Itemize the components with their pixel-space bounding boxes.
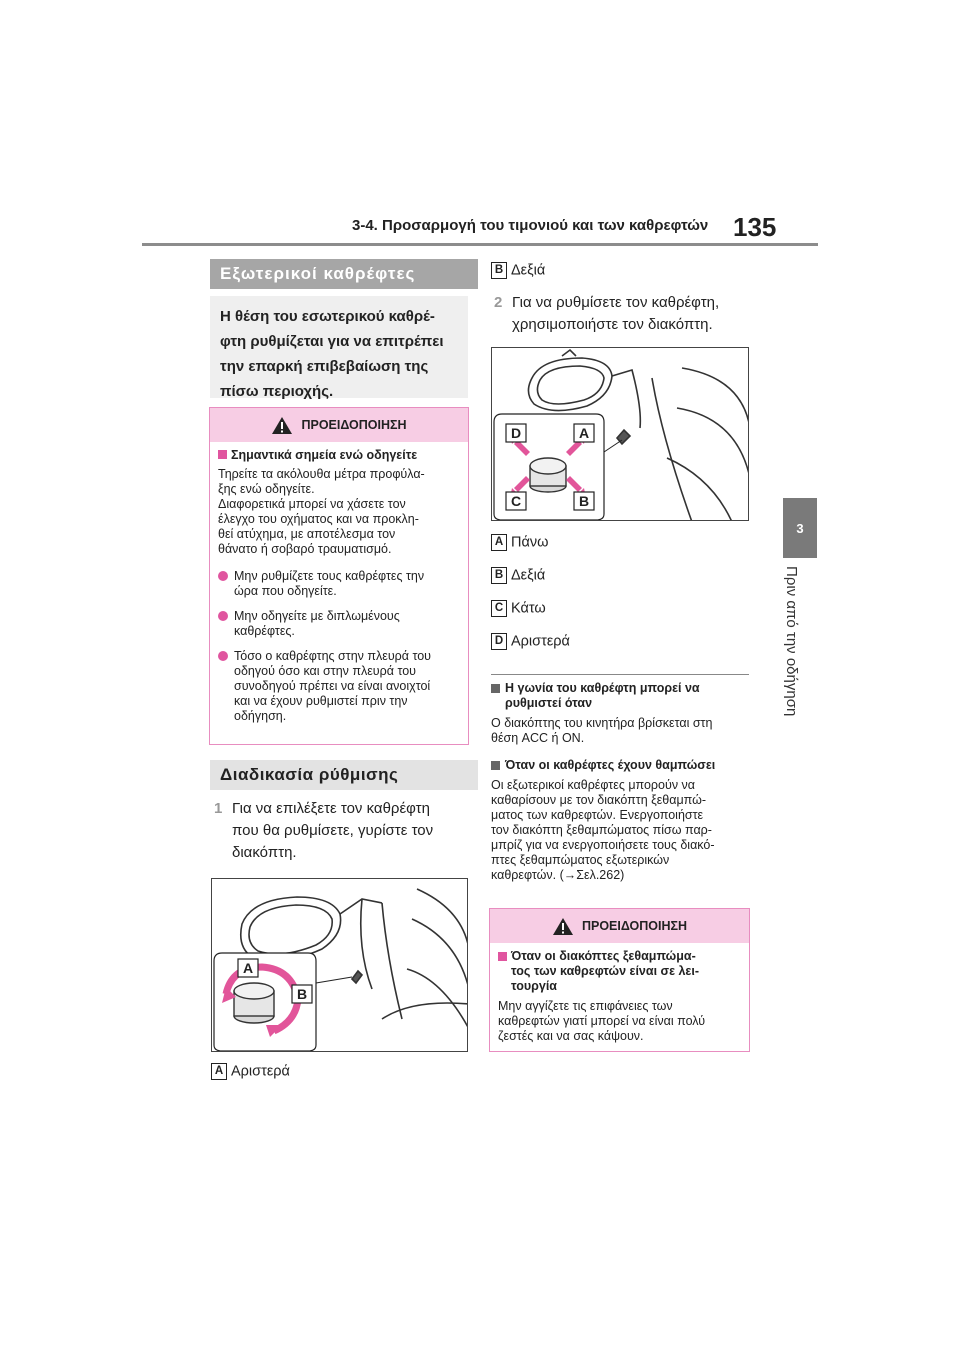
square-bullet-icon: [498, 952, 507, 961]
legend-item-c: [491, 600, 546, 617]
legend-item-a: [491, 534, 548, 551]
mirror-adjust-illustration: [492, 348, 749, 521]
legend-item-d: [491, 633, 570, 650]
text-line: Για να ρυθμίσετε τον καθρέφτη,: [512, 294, 720, 311]
warning-box-defogger: [489, 908, 750, 1052]
circle-bullet-icon: [218, 611, 228, 621]
section-heading-exterior-mirrors: [210, 259, 478, 289]
section-heading-procedure: [210, 760, 478, 790]
text-line: καθρεφτών. (→Σελ.262): [491, 868, 625, 882]
figure-label-b: B: [578, 493, 590, 509]
text-line: έλεγχο του οχήματος και να προκλη-: [218, 512, 419, 526]
legend-key: C: [491, 600, 507, 617]
text-line: καθρεφτών γιατί μπορεί να είναι πολύ: [498, 1014, 706, 1028]
intro-box: [210, 296, 468, 398]
figure-label-b: B: [296, 986, 308, 1002]
figure-label-a: A: [578, 425, 590, 441]
circle-bullet-icon: [218, 571, 228, 581]
intro-line: φτη ρυθμίζεται για να επιτρέπει: [220, 333, 444, 350]
warning-bullet: [218, 609, 460, 639]
square-bullet-icon: [491, 761, 500, 770]
chapter-number: 3: [796, 520, 804, 536]
mirror-select-illustration: [212, 879, 468, 1052]
note-mirror-angle: [491, 681, 753, 746]
legend-item-b: [491, 262, 545, 279]
text-line: ματος των καθρεφτών. Ενεργοποιήστε: [491, 808, 704, 822]
text-line: οδήγηση.: [234, 709, 287, 723]
legend-key: D: [491, 633, 507, 650]
text-line: Η γωνία του καθρέφτη μπορεί να: [505, 681, 700, 695]
text-line: Όταν οι καθρέφτες έχουν θαμπώσει: [505, 758, 716, 772]
header-rule: [142, 243, 818, 246]
warning-paragraph: [498, 999, 741, 1044]
divider: [491, 674, 749, 675]
step-2: [494, 292, 750, 336]
warning-subhead-text: Σημαντικά σημεία ενώ οδηγείτε: [231, 448, 418, 462]
text-line: Μην ρυθμίζετε τους καθρέφτες την: [234, 569, 425, 583]
intro-line: την επαρκή επιβεβαίωση της: [220, 358, 429, 375]
warning-triangle-icon: [271, 416, 293, 435]
text-line: Μην οδηγείτε με διπλωμένους: [234, 609, 400, 623]
text-line: τουργία: [511, 979, 557, 993]
warning-body: [490, 943, 749, 1050]
page-number: 135: [733, 212, 777, 242]
legend-text: Κάτω: [511, 600, 546, 617]
legend-text: Αριστερά: [231, 1063, 290, 1080]
warning-title: ΠΡΟΕΙΔΟΠΟΙΗΣΗ: [581, 919, 688, 933]
note-mirrors-fogged: [491, 758, 757, 883]
warning-subhead: [218, 448, 460, 463]
legend-text: Πάνω: [511, 534, 549, 551]
circle-bullet-icon: [218, 651, 228, 661]
square-bullet-icon: [491, 684, 500, 693]
text-line: Μην αγγίζετε τις επιφάνειες των: [498, 999, 673, 1013]
text-line: που θα ρυθμίσετε, γυρίστε τον: [232, 822, 434, 839]
text-line: θεί ατύχημα, με αποτέλεσμα τον: [218, 527, 396, 541]
warning-header: [210, 408, 468, 442]
figure-mirror-select-switch: [211, 878, 468, 1052]
text-line: τον διακόπτη ξεθαμπώματος πίσω παρ-: [491, 823, 712, 837]
legend-key: A: [491, 534, 507, 551]
text-line: Διαφορετικά μπορεί να χάσετε τον: [218, 497, 406, 511]
intro-line: Η θέση του εσωτερικού καθρέ-: [220, 308, 435, 325]
text-line: χρησιμοποιήστε τον διακόπτη.: [512, 316, 713, 333]
warning-triangle-icon: [552, 917, 574, 936]
text-line: Ο διακόπτης του κινητήρα βρίσκεται στη: [491, 716, 713, 730]
note-body: [491, 716, 753, 746]
warning-paragraph: [218, 467, 460, 557]
text-line: Τόσο ο καθρέφτης στην πλευρά του: [234, 649, 432, 663]
warning-header: [490, 909, 749, 943]
chapter-title-vertical: [778, 566, 822, 736]
figure-label-d: D: [510, 425, 522, 441]
text-line: ξης ενώ οδηγείτε.: [218, 482, 315, 496]
text-line: τος των καθρεφτών είναι σε λει-: [511, 964, 699, 978]
chapter-tab: [783, 498, 817, 558]
legend-key: B: [491, 262, 507, 279]
intro-line: πίσω περιοχής.: [220, 383, 334, 400]
legend-key: B: [491, 567, 507, 584]
text-line: καθρέφτες.: [234, 624, 295, 638]
text-line: μπρίζ για να ενεργοποιήσετε τους διακό-: [491, 838, 715, 852]
warning-box-driving: [209, 407, 469, 745]
note-title: [491, 758, 757, 773]
warning-subhead: [498, 949, 741, 994]
text-line: Τηρείτε τα ακόλουθα μέτρα προφύλα-: [218, 467, 425, 481]
square-bullet-icon: [218, 450, 227, 459]
text-line: και να έχουν ρυθμιστεί πριν την: [234, 694, 408, 708]
legend-text: Δεξιά: [511, 567, 546, 584]
text-line: Οι εξωτερικοί καθρέφτες μπορούν να: [491, 778, 696, 792]
legend-item-b: [491, 567, 545, 584]
step-number: 2: [494, 294, 503, 311]
section-heading-text: Εξωτερικοί καθρέφτες: [220, 264, 416, 283]
text-line: διακόπτη.: [232, 844, 297, 861]
text-line: ώρα που οδηγείτε.: [234, 584, 337, 598]
text-line: ζεστές και να σας κάψουν.: [498, 1029, 644, 1043]
text-line: ρυθμιστεί όταν: [505, 696, 593, 710]
step-1: [214, 798, 470, 864]
figure-label-c: C: [510, 493, 522, 509]
legend-key: A: [211, 1063, 227, 1080]
text-line: καθαρίσουν με τον διακόπτη ξεθαμπώ-: [491, 793, 707, 807]
figure-label-a: A: [242, 960, 254, 976]
text-line: Για να επιλέξετε τον καθρέφτη: [232, 800, 430, 817]
text-line: Όταν οι διακόπτες ξεθαμπώμα-: [511, 949, 696, 963]
legend-item-a: [211, 1063, 290, 1080]
warning-bullet: [218, 569, 460, 599]
text-line: θέση ACC ή ON.: [491, 731, 585, 745]
legend-text: Αριστερά: [511, 633, 570, 650]
legend-text: Δεξιά: [511, 262, 546, 279]
step-number: 1: [214, 800, 223, 817]
section-title: 3-4. Προσαρμογή του τιμονιού και των καθρεφτών: [352, 217, 709, 234]
section-heading-text: Διαδικασία ρύθμισης: [220, 765, 399, 784]
note-body: [491, 778, 757, 883]
text-line: συνοδηγού πρέπει να είναι ανοιχτοί: [234, 679, 431, 693]
note-title: [491, 681, 753, 711]
figure-mirror-adjust-switch: [491, 347, 749, 521]
warning-bullet: [218, 649, 460, 724]
text-line: θάνατο ή σοβαρό τραυματισμό.: [218, 542, 392, 556]
text-line: πτες ξεθαμπώματος εξωτερικών: [491, 853, 670, 867]
text-line: οδηγού όσο και στην πλευρά του: [234, 664, 417, 678]
warning-body: [210, 442, 468, 730]
chapter-title: Πριν από την οδήγηση: [783, 566, 800, 717]
warning-title: ΠΡΟΕΙΔΟΠΟΙΗΣΗ: [301, 418, 407, 432]
